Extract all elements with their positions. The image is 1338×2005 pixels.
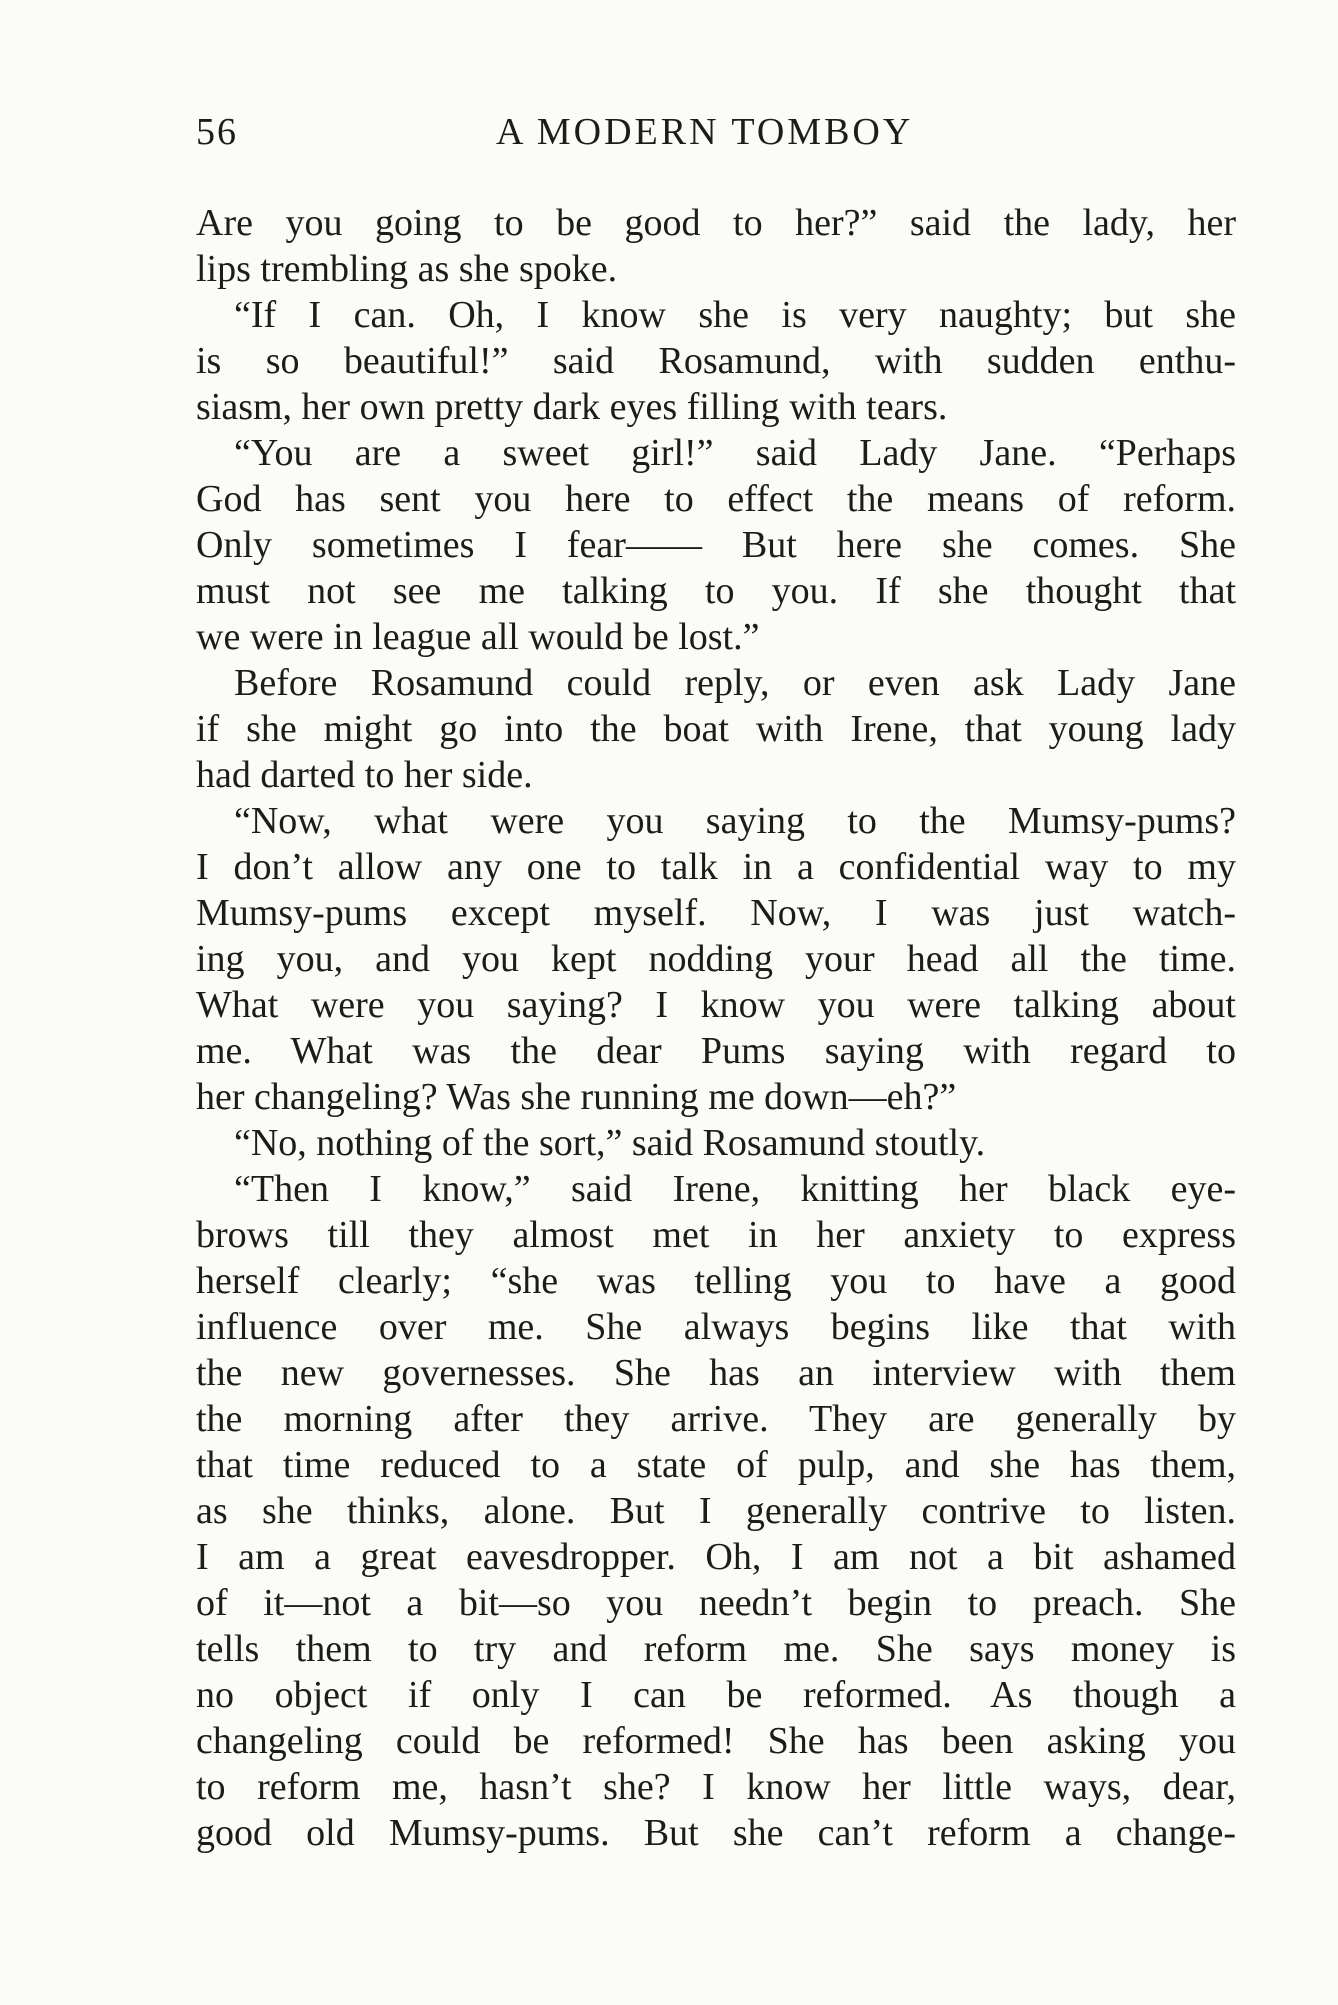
text-line: we were in league all would be lost.” <box>196 616 760 658</box>
text-line: Before Rosamund could reply, or even ask Lady Jane <box>234 662 1236 704</box>
text-line: lips trembling as she spoke. <box>196 248 618 290</box>
text-line: is so beautiful!” said Rosamund, with sudden enthu- <box>196 340 1236 382</box>
page-number: 56 <box>196 111 238 153</box>
text-line: that time reduced to a state of pulp, and she has them, <box>196 1444 1236 1486</box>
body-text <box>196 200 1236 1856</box>
text-line: What were you saying? I know you were talking about <box>196 984 1236 1026</box>
text-line: “You are a sweet girl!” said Lady Jane. “Perhaps <box>234 432 1236 474</box>
text-line: influence over me. She always begins like that with <box>196 1306 1236 1348</box>
text-line: to reform me, hasn’t she? I know her little ways, dear, <box>196 1766 1236 1808</box>
text-line: Are you going to be good to her?” said the lady, her <box>196 202 1236 244</box>
text-line: of it—not a bit—so you needn’t begin to preach. She <box>196 1582 1236 1624</box>
text-line: the new governesses. She has an interview with them <box>196 1352 1236 1394</box>
text-line: had darted to her side. <box>196 754 533 796</box>
text-line: I don’t allow any one to talk in a confidential way to my <box>196 846 1236 888</box>
text-line: Only sometimes I fear—— But here she comes. She <box>196 524 1236 566</box>
text-line: “If I can. Oh, I know she is very naughty; but she <box>234 294 1236 336</box>
text-line: no object if only I can be reformed. As though a <box>196 1674 1236 1716</box>
text-line: Mumsy-pums except myself. Now, I was just watch- <box>196 892 1236 934</box>
text-line: “Now, what were you saying to the Mumsy-pums? <box>234 800 1236 842</box>
text-line: tells them to try and reform me. She says money is <box>196 1628 1236 1670</box>
text-line: I am a great eavesdropper. Oh, I am not a bit ashamed <box>196 1536 1236 1578</box>
text-line: as she thinks, alone. But I generally contrive to listen. <box>196 1490 1236 1532</box>
text-line: good old Mumsy-pums. But she can’t reform a change- <box>196 1812 1236 1854</box>
text-line: changeling could be reformed! She has been asking you <box>196 1720 1236 1762</box>
text-line: herself clearly; “she was telling you to have a good <box>196 1260 1236 1302</box>
text-line: her changeling? Was she running me down—eh?” <box>196 1076 957 1118</box>
text-line: the morning after they arrive. They are generally by <box>196 1398 1236 1440</box>
text-line: me. What was the dear Pums saying with regard to <box>196 1030 1236 1072</box>
text-line: God has sent you here to effect the means of reform. <box>196 478 1236 520</box>
text-line: ing you, and you kept nodding your head all the time. <box>196 938 1236 980</box>
text-line: brows till they almost met in her anxiety to express <box>196 1214 1236 1256</box>
running-head <box>196 106 1230 158</box>
text-line: if she might go into the boat with Irene, that young lady <box>196 708 1236 750</box>
text-line: must not see me talking to you. If she thought that <box>196 570 1236 612</box>
text-line: “No, nothing of the sort,” said Rosamund stoutly. <box>234 1122 986 1164</box>
running-title: A MODERN TOMBOY <box>496 111 914 153</box>
text-line: “Then I know,” said Irene, knitting her black eye- <box>234 1168 1236 1210</box>
text-line: siasm, her own pretty dark eyes filling with tears. <box>196 386 948 428</box>
